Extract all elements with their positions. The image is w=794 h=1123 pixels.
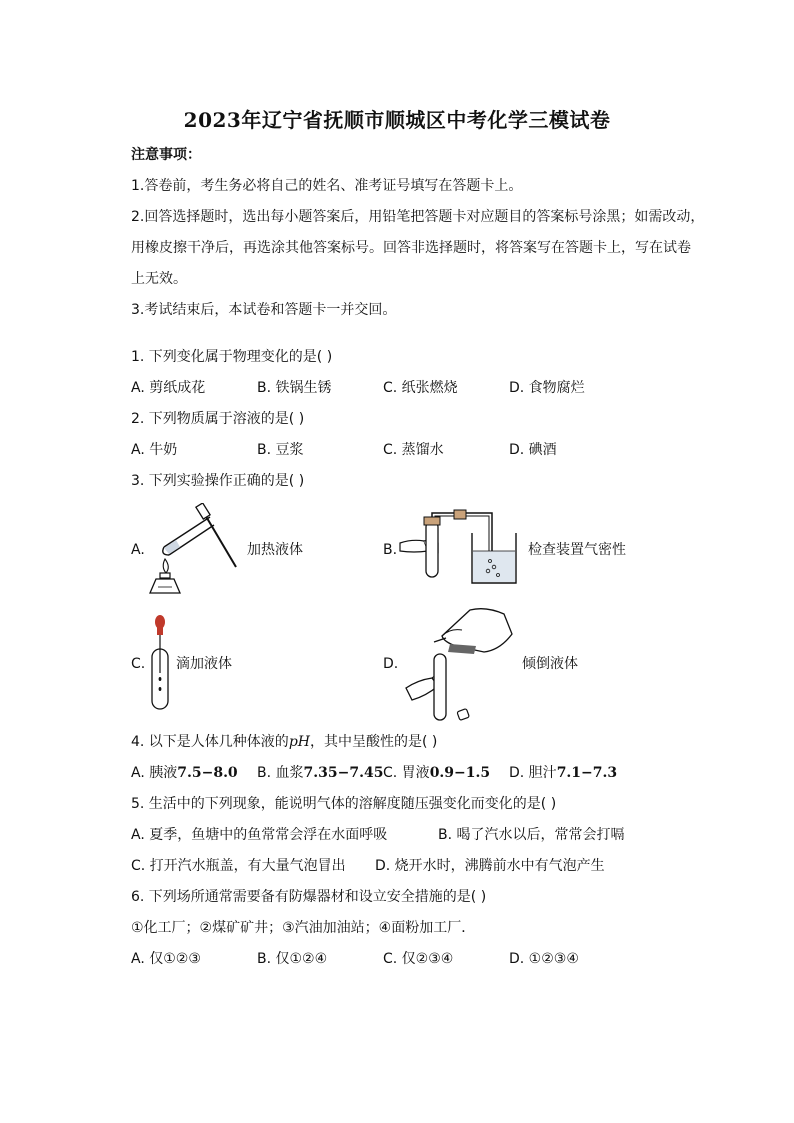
q4-option-d-value: 7.1−7.3 <box>556 765 618 781</box>
q2-option-d: D. 碘酒 <box>509 442 557 458</box>
question-6-stem: 6. 下列场所通常需要备有防爆器材和设立安全措施的是( ) <box>131 889 487 905</box>
q2-option-c: C. 蒸馏水 <box>383 442 444 458</box>
q4-option-b <box>257 763 383 783</box>
q2-option-a: A. 牛奶 <box>131 442 178 458</box>
q4-option-a-label: A. 胰液 <box>131 765 178 781</box>
q4-option-d <box>509 763 617 783</box>
notice-item-3: 3.考试结束后，本试卷和答题卡一并交回。 <box>131 302 397 318</box>
question-4-stem <box>131 732 437 752</box>
q5-option-a: A. 夏季，鱼塘中的鱼常常会浮在水面呼吸 <box>131 827 388 843</box>
q6-option-d: D. ①②③④ <box>509 951 579 967</box>
notice-item-1: 1.答卷前，考生务必将自己的姓名、准考证号填写在答题卡上。 <box>131 178 523 194</box>
question-2-stem: 2. 下列物质属于溶液的是( ) <box>131 411 305 427</box>
q4-option-b-value: 7.35−7.45 <box>303 765 384 781</box>
notice-item-2-line-3: 上无效。 <box>131 271 187 287</box>
airtightness-figure <box>398 505 520 587</box>
heating-liquid-figure <box>144 503 240 595</box>
heating-liquid-label: 加热液体 <box>247 542 303 558</box>
q4-option-a <box>131 763 238 783</box>
airtightness-label: 检查装置气密性 <box>528 542 626 558</box>
question-1-stem: 1. 下列变化属于物理变化的是( ) <box>131 349 333 365</box>
q6-option-a: A. 仅①②③ <box>131 951 201 967</box>
dropping-liquid-label: 滴加液体 <box>176 656 232 672</box>
q3-option-a: A. <box>131 542 145 558</box>
q5-option-b: B. 喝了汽水以后，常常会打嗝 <box>438 827 625 843</box>
q3-option-d: D. <box>383 656 399 672</box>
q4-option-b-label: B. 血浆 <box>257 765 304 781</box>
q1-option-b: B. 铁锅生锈 <box>257 380 332 396</box>
q4-option-c <box>383 763 490 783</box>
question-4-stem-pre: 4. 以下是人体几种体液的 <box>131 734 289 750</box>
q5-option-d: D. 烧开水时，沸腾前水中有气泡产生 <box>375 858 605 874</box>
q5-option-c: C. 打开汽水瓶盖，有大量气泡冒出 <box>131 858 346 874</box>
question-5-stem: 5. 生活中的下列现象，能说明气体的溶解度随压强变化而变化的是( ) <box>131 796 557 812</box>
notice-item-2-line-1: 2.回答选择题时，选出每小题答案后，用铅笔把答题卡对应题目的答案标号涂黑；如需改动， <box>131 209 705 225</box>
ph-symbol: pH <box>288 734 310 750</box>
q4-option-c-label: C. 胃液 <box>383 765 430 781</box>
q3-option-b: B. <box>383 542 398 558</box>
q4-option-c-value: 0.9−1.5 <box>429 765 491 781</box>
question-3-stem: 3. 下列实验操作正确的是( ) <box>131 473 305 489</box>
q1-option-a: A. 剪纸成花 <box>131 380 206 396</box>
q4-option-a-value: 7.5−8.0 <box>177 765 238 781</box>
question-6-detail: ①化工厂；②煤矿矿井；③汽油加油站；④面粉加工厂． <box>131 920 476 936</box>
pouring-liquid-figure <box>404 606 516 724</box>
q2-option-b: B. 豆浆 <box>257 442 304 458</box>
q1-option-d: D. 食物腐烂 <box>509 380 585 396</box>
q4-option-d-label: D. 胆汁 <box>509 765 557 781</box>
notice-heading: 注意事项： <box>131 147 201 163</box>
q3-option-c: C. <box>131 656 146 672</box>
q6-option-b: B. 仅①②④ <box>257 951 328 967</box>
dropping-liquid-figure <box>148 615 172 713</box>
notice-item-2-line-2: 用橡皮擦干净后，再选涂其他答案标号。回答非选择题时，将答案写在答题卡上，写在试卷 <box>131 240 691 256</box>
q6-option-c: C. 仅②③④ <box>383 951 454 967</box>
pouring-liquid-label: 倾倒液体 <box>522 656 578 672</box>
page-title: 2023年辽宁省抚顺市顺城区中考化学三模试卷 <box>183 108 611 132</box>
question-4-stem-post: ，其中呈酸性的是( ) <box>309 734 438 750</box>
q1-option-c: C. 纸张燃烧 <box>383 380 458 396</box>
